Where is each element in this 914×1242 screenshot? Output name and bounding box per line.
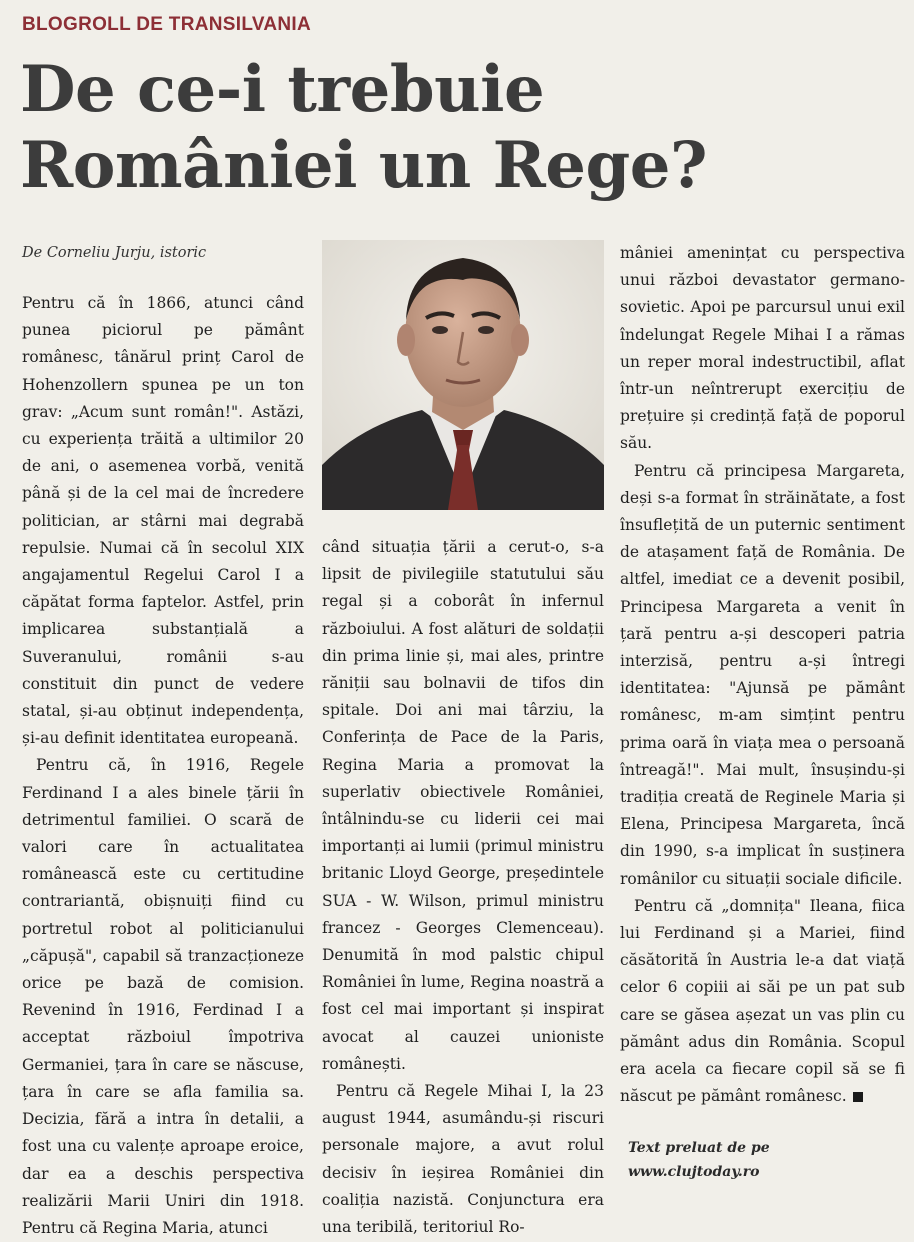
article-column-1 [22,290,304,1242]
byline: De Corneliu Jurju, istoric [22,245,207,261]
paragraph: Pentru că, în 1916, Regele Ferdinand I a ales binele țării în detrimentul familiei. O scară de valori care în actualitatea românească este cu certitudine contrariantă, obișnuiți fiind cu portretul robot al politicianului „căpușă", capabil să tranzacționeze orice pe bază de comision. Revenind în 1916, Ferdinad I a acceptat războiul împotriva Germaniei, țara în care se născuse, țara în care se afla familia sa. Decizia, fără a intra în detalii, a fost una cu valențe aproape eroice, dar ea a deschis perspectiva realizării Marii Uniri din 1918. Pentru că Regina Maria, atunci [22,756,304,1237]
credit-url: www.clujtoday.ro [628,1164,760,1180]
headline [20,52,900,204]
headline-line-2: României un Rege? [20,128,707,203]
paragraph: Pentru că în 1866, atunci când punea piciorul pe pământ românesc, tânărul prinț Carol de Hohenzollern spunea pe un ton grav: „Acum sunt român!". Astăzi, cu experiența trăită a ultimilor 20 de ani, o asemenea vorbă, venită până și de la cel mai de încredere politician, ar stârni mai degrabă repulsie. Numai că în secolul XIX angajamentul Regelui Carol I a căpătat forma faptelor. Astfel, prin implicarea substanțială a Suveranului, românii s-au constituit din punct de vedere statal, și-au obținut independența, și-au definit identitatea europeană. [22,294,304,748]
portrait-photo-icon [322,240,604,510]
paragraph-text: Pentru că „domnița" Ileana, fiica lui Ferdinand și a Mariei, fiind căsătorită în Austria le-a dat viață celor 6 copiii ai săi pe un pat sub care se găsea așezat un vas plin cu pământ adus din România. Scopul era acela ca fiecare copil să se fi născut pe pământ românesc. [620,896,905,1106]
section-label: BLOGROLL DE TRANSILVANIA [22,14,312,35]
end-of-article-square-icon [853,1092,863,1102]
headline-line-1: De ce-i trebuie [20,52,545,127]
author-photo [322,240,604,510]
source-credit [628,1136,770,1184]
article-column-2 [322,534,604,1241]
paragraph: mâniei amenințat cu perspectiva unui război devastator germano-sovietic. Apoi pe parcursul unui exil îndelungat Regele Mihai I a rămas un reper moral indestructibil, aflat într-un neîntrerupt exercițiu de prețuire și credință față de poporul său. [620,244,905,453]
paragraph: Pentru că principesa Margareta, deși s-a format în străinătate, a fost însuflețită de un puternic sentiment de atașament față de România. De altfel, imediat ce a devenit posibil, Principesa Margareta a venit în țară pentru a-și descoperi patria interzisă, pentru a-și întregi identitatea: "Ajunsă pe pământ românesc, m-am simțint pentru prima oară în viața mea o persoană întreagă!". Mai mult, însușindu-și tradiția creată de Reginele Maria și Elena, Principesa Margareta, încă din 1990, s-a implicat în susținera românilor cu situații sociale dificile. [620,461,905,888]
credit-label: Text preluat de pe [628,1140,770,1156]
article-column-3 [620,240,905,1111]
paragraph: când situația țării a cerut-o, s-a lipsit de pivilegiile statutului său regal și a coborât în infernul războiului. A fost alături de soldații din prima linie și, mai ales, printre răniții sau bolnavii de tifos din spitale. Doi ani mai târziu, la Conferința de Pace de la Paris, Regina Maria a promovat la superlativ obiectivele României, întâlnindu-se cu liderii cei mai importanți ai lumii (primul ministru britanic Lloyd George, președintele SUA - W. Wilson, primul ministru francez - Georges Clemenceau). Denumită în mod palstic chipul României în lume, Regina noastră a fost cel mai important și inspirat avocat al cauzei unioniste românești. [322,538,604,1073]
paragraph-last [620,893,905,1111]
paragraph: Pentru că Regele Mihai I, la 23 august 1944, asumându-și riscuri personale majore, a avut rolul decisiv în ieșirea României din coaliția nazistă. Conjunctura era una teribilă, teritoriul Ro- [322,1082,604,1237]
